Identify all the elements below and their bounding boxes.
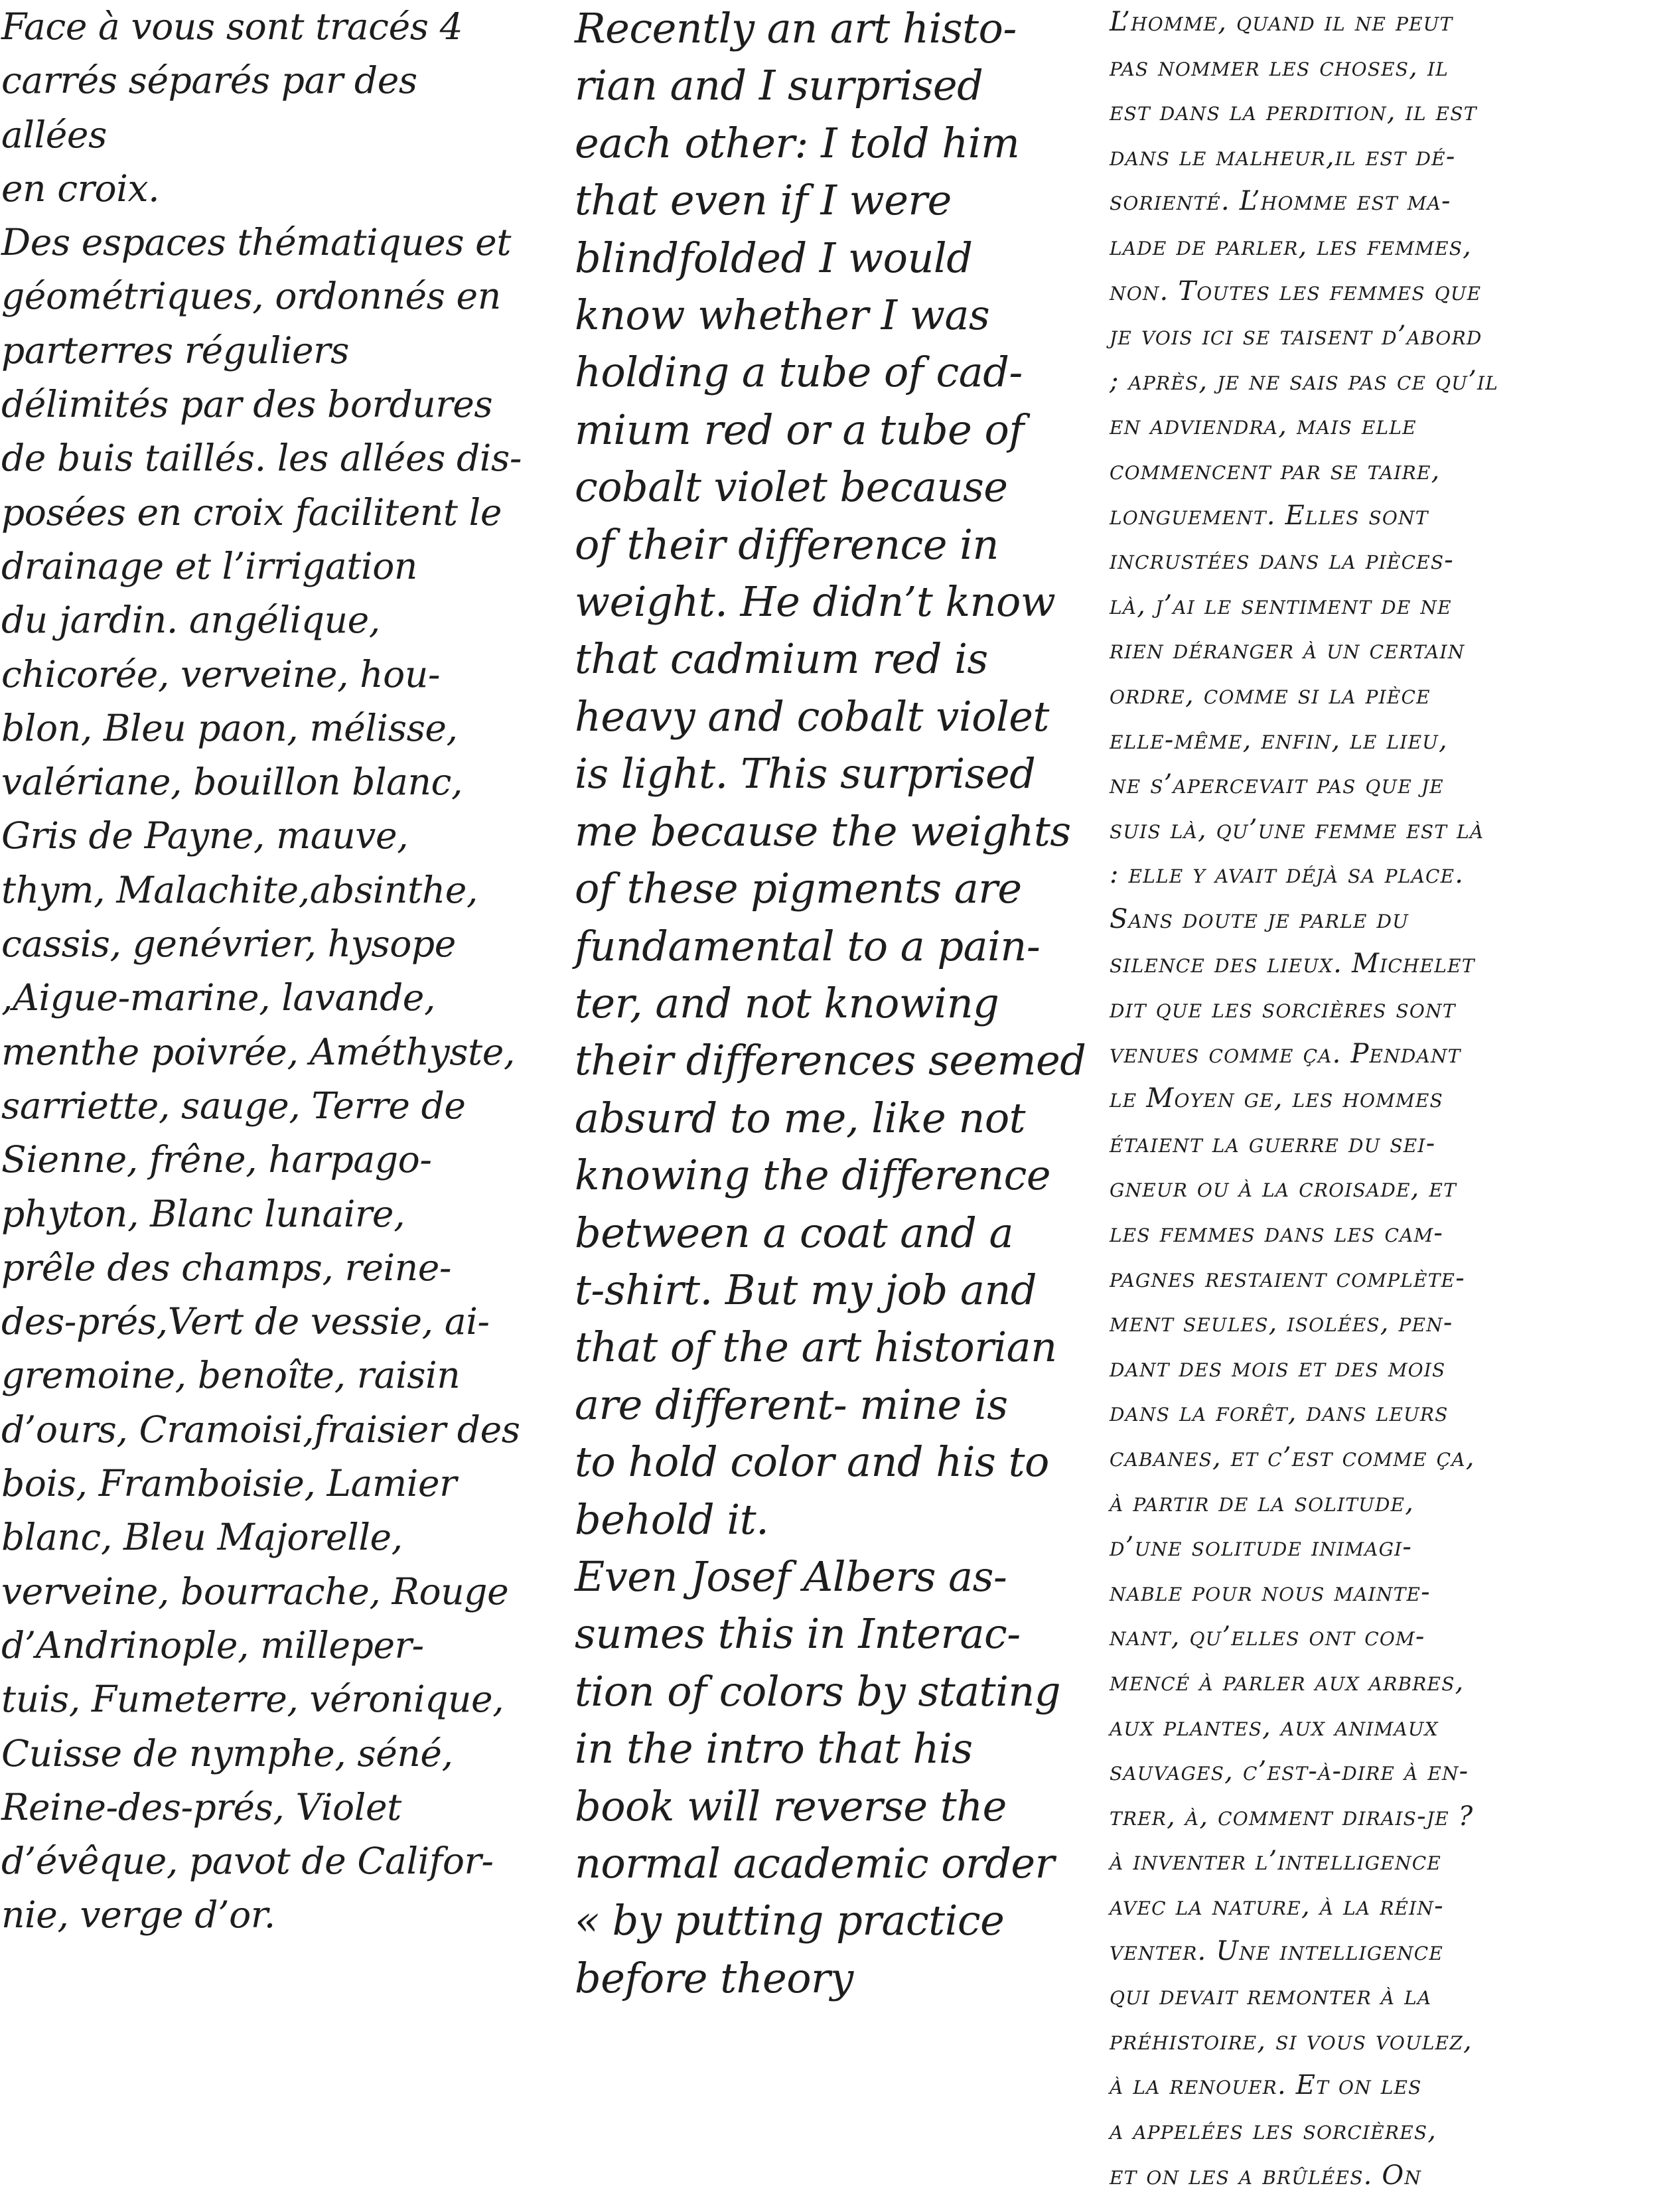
right-column bbox=[1110, 0, 1654, 2198]
left-column bbox=[1, 0, 526, 1943]
middle-column-paragraph-2: Even Josef Albers as- sumes this in Interac- tion of colors by stating in the intro that his book will reverse the normal academic order « by putting practice before theory bbox=[575, 1552, 1061, 2002]
left-column-paragraph-2: Des espaces thématiques et géométriques, ordonnés en parterres réguliers délimités par des bordures de buis taillés. les allées dis- posées en croix facilitent le drainage et l’irrigation du jardin. angélique, chicorée, verveine, hou- blon, Bleu paon, mélisse, valériane, bouillon blanc, Gris de Payne, mauve, thym, Malachite,absinthe, cassis, genévrier, hysope ,Aigue-marine, lavande, menthe poivrée, Améthyste, sarriette, sauge, Terre de Sienne, frêne, harpago- phyton, Blanc lunaire, prêle des champs, reine- des-prés,Vert de vessie, ai- gremoine, benoîte, raisin d’ours, Cramoisi,fraisier des bois, Framboisie, Lamier blanc, Bleu Majorelle, verveine, bourrache, Rouge d’Andrinople, milleper- tuis, Fumeterre, véronique, Cuisse de nymphe, séné, Reine-des-prés, Violet d’évêque, pavot de Califor- nie, verge d’or. bbox=[1, 221, 522, 1937]
left-column-paragraph-1: Face à vous sont tracés 4 carrés séparés par des allées en croix. bbox=[1, 5, 463, 210]
right-column-paragraph-1: L’homme, quand il ne peut pas nommer les choses, il est dans la perdition, il est dans le malheur,il est dé- sorienté. L’homme est ma- lade de parler, les femmes, non. Toutes les femmes que je vois ici se taisent d’abord ; après, je ne sais pas ce qu’il en adviendra, mais elle commencent par se taire, longuement. Elles sont incrustées dans la pièces- là, j’ai le sentiment de ne rien déranger à un certain ordre, comme si la pièce elle-même, enfin, le lieu, ne s’apercevait pas que je suis là, qu’une femme est là : elle y avait déjà sa place. Sans doute je parle du silence des lieux. Michelet dit que les sorcières sont venues comme ça. Pendant le Moyen ge, les hommes étaient la guerre du sei- gneur ou à la croisade, et les femmes dans les cam- pagnes restaient complète- ment seules, isolées, pen- dant des mois et des mois dans la forêt, dans leurs cabanes, et c’est comme ça, à partir de la solitude, d’une solitude inimagi- nable pour nous mainte- nant, qu’elles ont com- mencé à parler aux arbres, aux plantes, aux animaux sauvages, c’est-à-dire à en- trer, à, comment dirais-je ? à inventer l’intelligence avec la nature, à la réin- venter. Une intelligence qui devait remonter à la préhistoire, si vous voulez, à la renouer. Et on les a appelées les sorcières, et on les a brûlées. On bbox=[1110, 7, 1499, 2191]
middle-column-paragraph-1: Recently an art histo- rian and I surprised each other: I told him that even if I were blindfolded I would know whether I was holding a tube of cad- mium red or a tube of cobalt violet because of their difference in weight. He didn’t know that cadmium red is heavy and cobalt violet is light. This surprised me because the weights of these pigments are fundamental to a pain- ter, and not knowing their differences seemed absurd to me, like not knowing the difference between a coat and a t-shirt. But my job and that of the art historian are different- mine is to hold color and his to behold it. bbox=[575, 4, 1086, 1544]
middle-column bbox=[575, 0, 1119, 2007]
